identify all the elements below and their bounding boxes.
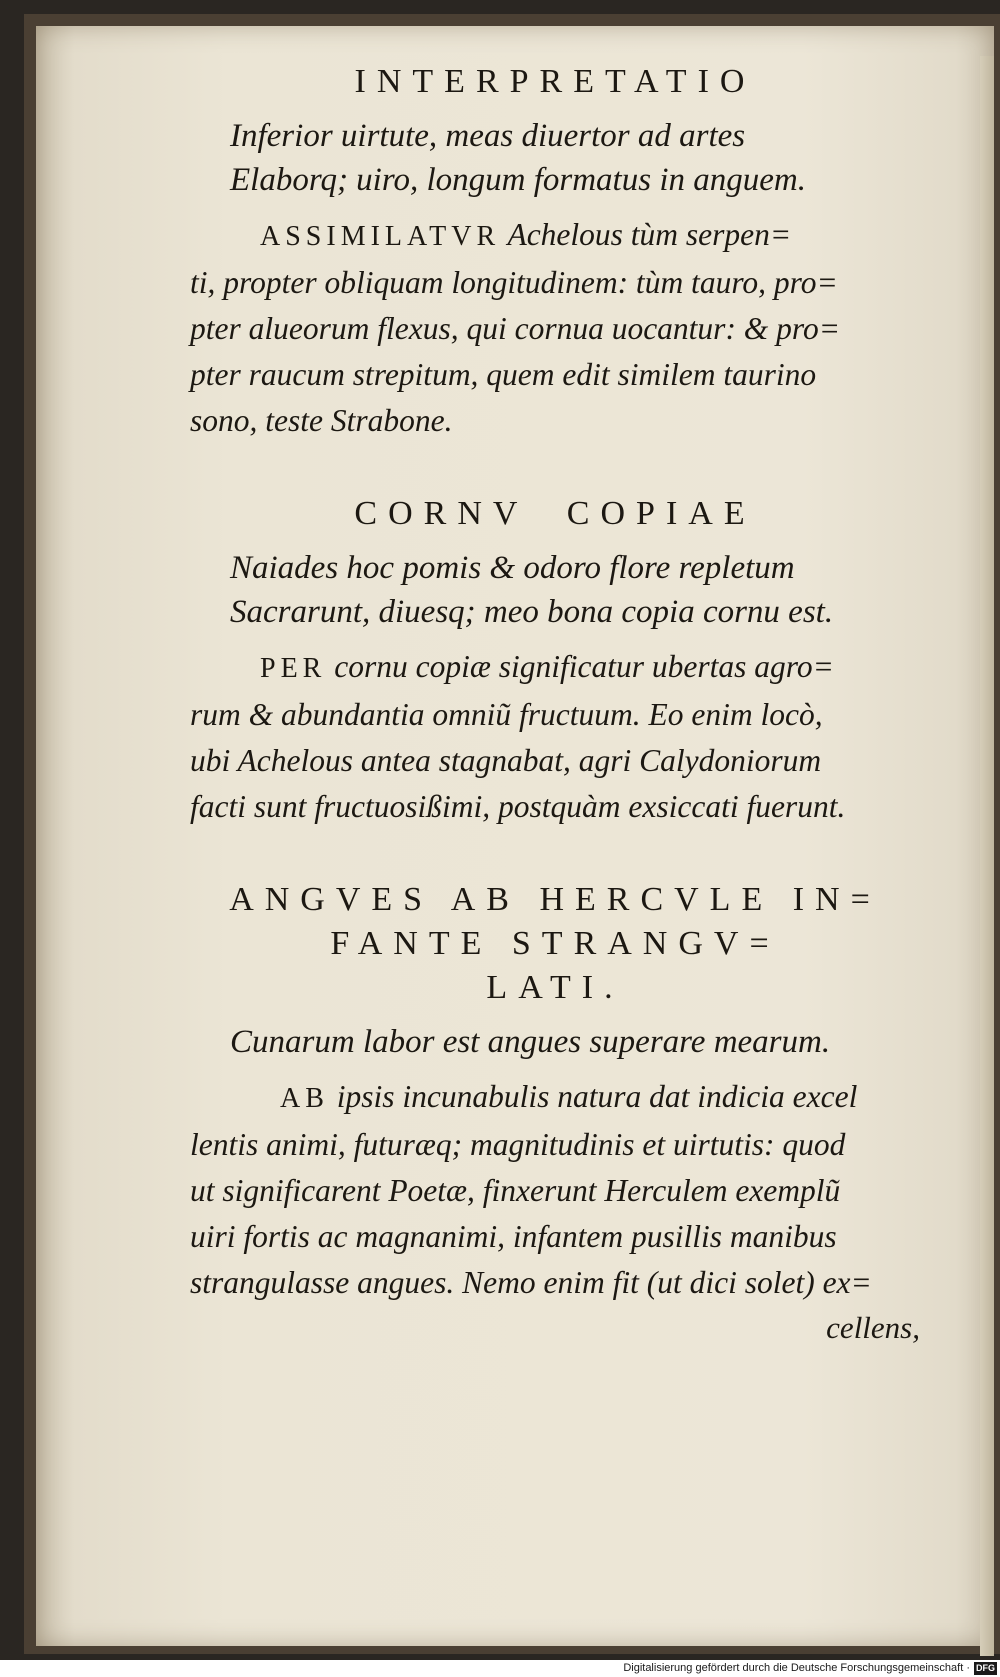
catchword: cellens,	[826, 1310, 920, 1345]
paragraph-line: PER cornu copiæ significatur ubertas agro=	[260, 649, 834, 684]
section-heading: ANGVES AB HERCVLE IN=	[229, 881, 881, 918]
paragraph-line: AB ipsis incunabulis natura dat indicia excel	[280, 1079, 858, 1114]
verse-line: Elaborq; uiro, longum formatus in anguem.	[230, 162, 806, 198]
paragraph-line: pter alueorum flexus, qui cornua uocantur: & pro=	[190, 311, 841, 346]
paragraph-line: facti sunt fructuosißimi, postquàm exsiccati fuerunt.	[190, 789, 846, 824]
page-text	[190, 60, 920, 1350]
verse-line: Naiades hoc pomis & odoro flore repletum	[230, 550, 795, 586]
paragraph-line: ubi Achelous antea stagnabat, agri Calydoniorum	[190, 743, 822, 778]
paragraph-lead: AB	[280, 1083, 329, 1114]
paragraph-line: ti, propter obliquam longitudinem: tùm tauro, pro=	[190, 265, 838, 300]
section-heading: FANTE STRANGV=	[330, 925, 780, 962]
paragraph-line: lentis animi, futuræq; magnitudinis et uirtutis: quod	[190, 1127, 846, 1162]
verse-line: Sacrarunt, diuesq; meo bona copia cornu est.	[230, 594, 834, 630]
dfg-logo: DFG	[976, 1662, 995, 1673]
running-head: INTERPRETATIO	[354, 63, 756, 100]
paragraph-line: sono, teste Strabone.	[190, 403, 453, 438]
verse-line: Inferior uirtute, meas diuertor ad artes	[230, 118, 746, 154]
paragraph-lead: PER	[260, 653, 327, 684]
paragraph-line: pter raucum strepitum, quem edit similem taurino	[190, 357, 817, 392]
verse-line: Cunarum labor est angues superare mearum.	[230, 1024, 831, 1060]
footer-text: Digitalisierung gefördert durch die Deutsche Forschungsgemeinschaft ·	[623, 1662, 970, 1674]
page-edge	[980, 56, 994, 1656]
digitization-footer	[0, 1660, 1000, 1677]
paragraph-line: ASSIMILATVR Achelous tùm serpen=	[260, 217, 792, 252]
paragraph-lead: ASSIMILATVR	[260, 221, 501, 252]
paragraph-line: ut significarent Poetæ, finxerunt Herculem exemplũ	[190, 1173, 841, 1208]
section-heading: CORNV COPIAE	[354, 495, 756, 532]
paragraph-line: strangulasse angues. Nemo enim fit (ut dici solet) ex=	[190, 1265, 872, 1300]
paragraph-line: uiri fortis ac magnanimi, infantem pusillis manibus	[190, 1219, 837, 1254]
paragraph-line: rum & abundantia omniũ fructuum. Eo enim locò,	[190, 697, 823, 732]
section-heading: LATI.	[486, 969, 624, 1006]
